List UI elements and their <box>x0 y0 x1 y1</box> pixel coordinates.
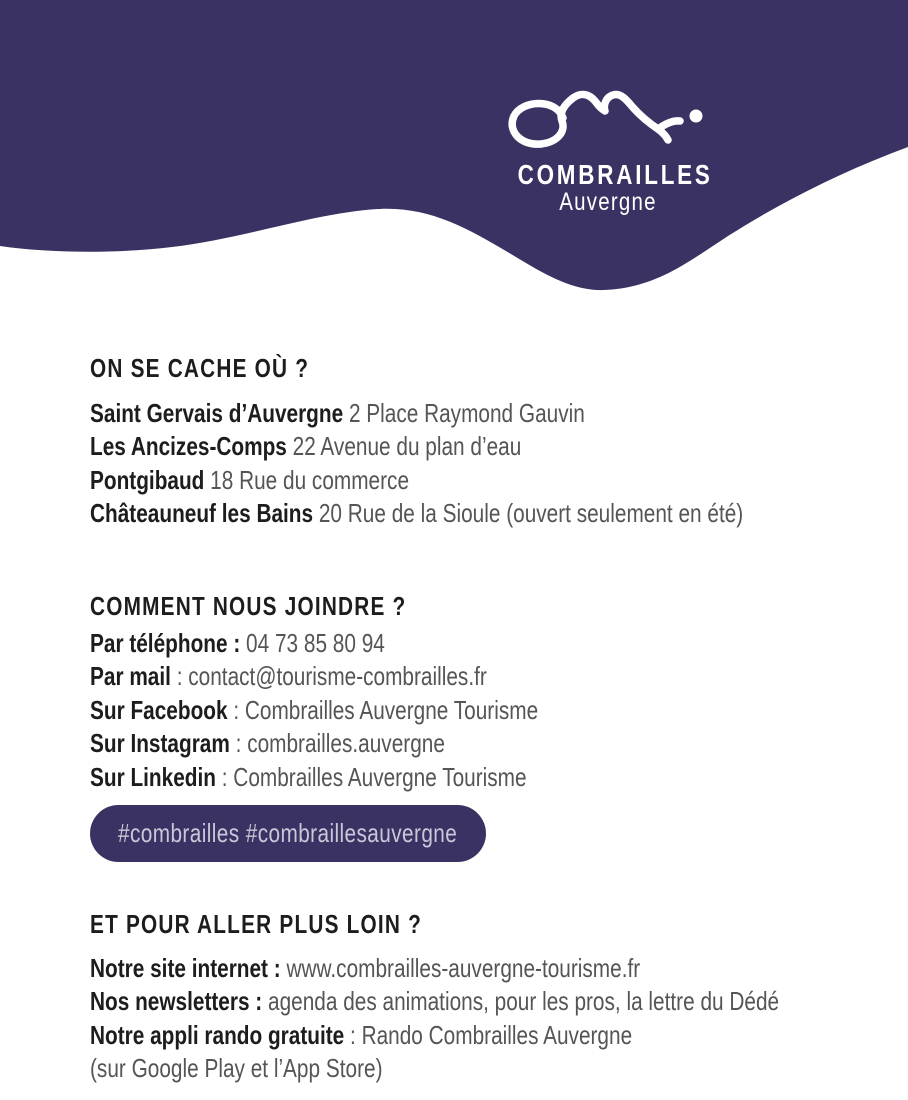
section-heading-contact <box>90 591 486 621</box>
info-line-more <box>90 1019 908 1052</box>
info-line-contact <box>90 694 650 727</box>
logo-dot <box>690 110 703 123</box>
info-line-value: 04 73 85 80 94 <box>240 628 385 658</box>
info-line-text <box>90 430 521 463</box>
logo-squiggle-icon <box>506 84 710 156</box>
info-line-more <box>90 985 908 1018</box>
info-line-label: Par téléphone : <box>90 628 241 658</box>
info-line-label: Notre site internet : <box>90 953 281 983</box>
info-line-contact <box>90 727 650 760</box>
info-line-text <box>90 397 585 430</box>
info-line-label: Nos newsletters : <box>90 986 263 1017</box>
info-line-text <box>90 1019 632 1052</box>
info-line-more <box>90 952 908 985</box>
info-line-value: 22 Avenue du plan d’eau <box>286 431 522 462</box>
info-line-label: Sur Facebook <box>90 694 228 725</box>
info-line-value: : Rando Combrailles Auvergne <box>344 1019 633 1050</box>
hashtag-pill-text: #combrailles #combraillesauvergne <box>118 818 458 848</box>
info-line-value: (sur Google Play et l’App Store) <box>90 1053 383 1084</box>
info-line-text <box>90 627 385 660</box>
info-line-text <box>90 464 409 497</box>
section-lines-contact <box>90 627 650 794</box>
info-line-value: : Combrailles Auvergne Tourisme <box>227 694 539 725</box>
info-line-value: www.combrailles-auvergne-tourisme.fr <box>280 953 641 983</box>
info-line-text <box>90 1052 383 1085</box>
info-line-where <box>90 430 907 463</box>
info-line-text <box>90 497 743 530</box>
info-line-where <box>90 464 907 497</box>
brand-region: Auvergne <box>559 188 657 216</box>
info-line-text <box>90 761 527 794</box>
info-line-label: Saint Gervais d’Auvergne <box>90 398 344 428</box>
info-line-label: Sur Linkedin <box>90 761 216 792</box>
info-line-text <box>90 694 538 727</box>
info-line-value: 18 Rue du commerce <box>204 464 410 495</box>
section-lines-where <box>90 397 907 531</box>
info-line-value: : contact@tourisme-combrailles.fr <box>170 661 487 692</box>
section-heading-where-text: ON SE CACHE OÙ ? <box>90 353 310 383</box>
info-line-label: Pontgibaud <box>90 464 205 495</box>
info-line-contact <box>90 660 650 693</box>
info-line-value: : combrailles.auvergne <box>229 728 445 759</box>
info-line-text <box>90 660 487 693</box>
brand-logo <box>495 84 721 215</box>
wave-header-shape <box>0 0 908 300</box>
section-heading-where <box>90 353 364 383</box>
info-line-label: Notre appli rando gratuite <box>90 1019 345 1050</box>
info-line-text <box>90 727 445 760</box>
info-line-text <box>90 952 640 985</box>
brand-name: COMBRAILLES <box>517 159 713 190</box>
info-line-more <box>90 1052 908 1085</box>
info-line-label: Les Ancizes-Comps <box>90 431 287 462</box>
info-line-text <box>90 985 779 1018</box>
hashtag-pill <box>90 805 486 862</box>
info-line-label: Châteauneuf les Bains <box>90 498 314 529</box>
info-line-value: : Combrailles Auvergne Tourisme <box>215 761 527 792</box>
info-line-where <box>90 497 907 530</box>
info-line-contact <box>90 627 650 660</box>
info-line-where <box>90 397 907 430</box>
info-line-value: agenda des animations, pour les pros, la lettre du Dédé <box>262 986 780 1017</box>
info-line-value: 2 Place Raymond Gauvin <box>343 398 585 428</box>
info-line-label: Par mail <box>90 661 171 692</box>
info-line-value: 20 Rue de la Sioule (ouvert seulement en été) <box>313 498 744 529</box>
info-line-contact <box>90 761 650 794</box>
section-lines-more <box>90 952 908 1086</box>
info-line-label: Sur Instagram <box>90 728 230 759</box>
section-heading-more <box>90 909 505 939</box>
section-heading-more-text: ET POUR ALLER PLUS LOIN ? <box>90 909 422 939</box>
section-heading-contact-text: COMMENT NOUS JOINDRE ? <box>90 591 407 621</box>
